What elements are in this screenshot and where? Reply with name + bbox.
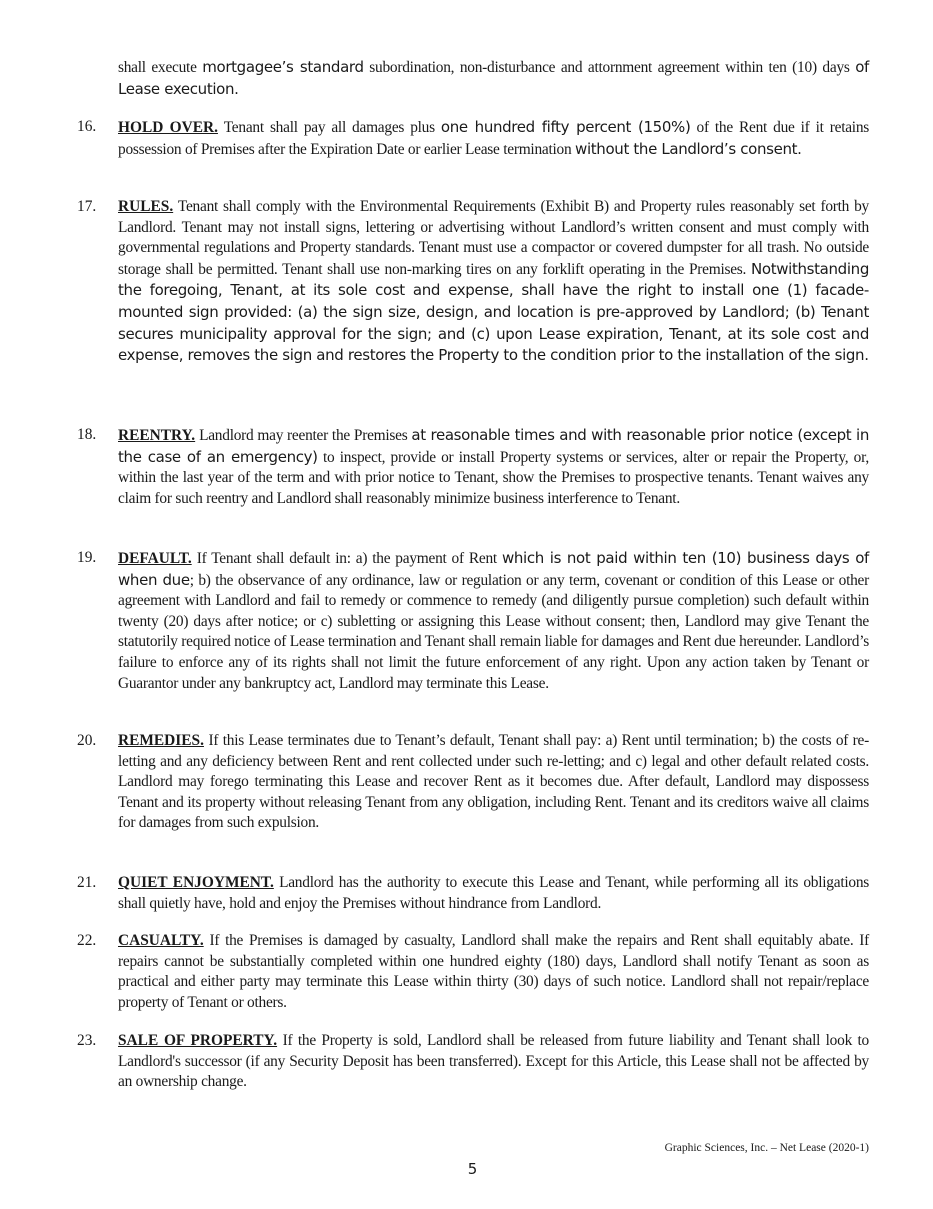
section-heading: DEFAULT.	[118, 550, 192, 567]
section-number: 22.	[77, 932, 97, 949]
text-segment: to inspect, provide or install Property systems or services, alter or repair the Property, or, within the last year of the term and with prior notice to Tenant, show the Premises to prospective tenants. Tenant waives any claim for such reentry and Landlord shall reasonably minimize business interference to Tenant.	[118, 448, 869, 507]
text-segment: Landlord has the authority to execute this Lease and Tenant, while performing all its obligations shall quietly have, hold and enjoy the Premises without hindrance from Landlord.	[118, 874, 870, 912]
section-number: 21.	[77, 874, 97, 891]
section-number: 16.	[77, 118, 97, 135]
text-segment: Tenant shall pay all damages plus	[217, 119, 441, 136]
section-heading: RULES.	[118, 198, 174, 215]
section-sale-of-property	[118, 1031, 869, 1093]
text-segment: Landlord may reenter the Premises	[195, 427, 412, 444]
section-heading: HOLD OVER.	[118, 119, 218, 136]
section-rules	[118, 197, 869, 367]
text-segment: of the Rent due if it retains possession of Premises after the Expiration Date or earlier Lease termination	[118, 119, 870, 158]
section-number: 19.	[77, 549, 97, 566]
section-number: 20.	[77, 732, 97, 749]
text-segment: mortgagee’s standard	[202, 58, 364, 76]
section-heading: CASUALTY.	[118, 932, 204, 949]
section-heading: REENTRY.	[118, 427, 196, 444]
text-segment: If the Premises is damaged by casualty, Landlord shall make the repairs and Rent shall equitably abate. If repairs cannot be substantially completed within one hundred eighty (180) days, Landlord shall notify Tenant as soon as practical and either party may terminate this Lease within thirty (30) days of such notice. Landlord shall not repair/replace property of Tenant or others.	[118, 932, 869, 1011]
footer-reference: Graphic Sciences, Inc. – Net Lease (2020-1)	[664, 1142, 869, 1154]
text-segment: at reasonable times and with reasonable prior notice (except in the case of an emergency)	[118, 426, 869, 466]
text-segment: subordination, non-disturbance and attornment agreement within ten (10) days	[363, 59, 856, 76]
section-default	[118, 548, 869, 694]
text-segment: If this Lease terminates due to Tenant’s default, Tenant shall pay: a) Rent until termination; b) the costs of re-letting and any deficiency between Rent and rent collected under such re-letting; and c) legal and other default related costs. Landlord may forego terminating this Lease and recover Rent as it becomes due. After default, Landlord may dispossess Tenant and its property without releasing Tenant from any obligation, including Rent. Tenant and its creditors waive all claims for damages from such expulsion.	[118, 732, 869, 832]
section-number: 17.	[77, 198, 97, 215]
section-number: 18.	[77, 426, 97, 443]
section-hold-over	[118, 117, 869, 160]
text-segment: If the Property is sold, Landlord shall be released from future liability and Tenant shall look to Landlord's successor (if any Security Deposit has been transferred). Except for this Article, this Lease shall not be affected by an ownership change.	[118, 1032, 870, 1091]
text-segment: shall execute	[118, 59, 203, 76]
section-heading: SALE OF PROPERTY.	[118, 1032, 278, 1049]
page-number: 5	[467, 1160, 478, 1178]
section-remedies	[118, 731, 869, 834]
text-segment: ; b) the observance of any ordinance, law or regulation or any term, covenant or condition of this Lease or other agreement with Landlord and fail to remedy or commence to remedy (and diligently pursue completion) such default within twenty (20) days after notice; or c) subletting or assigning this Lease without consent; then, Landlord may give Tenant the statutorily required notice of Lease termination and Tenant shall remain liable for damages and Rent due hereunder. Landlord’s failure to enforce any of its rights shall not limit the future enforcement of any right. Upon any action taken by Tenant or Guarantor under any bankruptcy act, Landlord may terminate this Lease.	[118, 571, 869, 692]
text-segment: If Tenant shall default in: a) the payment of Rent	[191, 550, 502, 567]
text-segment: one hundred fifty percent (150%)	[440, 118, 691, 136]
section-heading: REMEDIES.	[118, 732, 204, 749]
section-number: 23.	[77, 1032, 97, 1049]
section-casualty	[118, 931, 869, 1013]
text-segment: Notwithstanding the foregoing, Tenant, at its sole cost and expense, shall have the right to install one (1) facade-mounted sign provided: (a) the sign size, design, and location is pre-approved by Landlord; (b) Tenant secures municipality approval for the sign; and (c) upon Lease expiration, Tenant, at its sole cost and expense, removes the sign and restores the Property to the condition prior to the installation of the sign.	[118, 259, 869, 365]
text-segment: which is not paid within ten (10) business days of when due	[118, 549, 869, 589]
section-heading: QUIET ENJOYMENT.	[118, 874, 274, 891]
text-segment: Tenant shall comply with the Environmental Requirements (Exhibit B) and Property rules reasonably set forth by Landlord. Tenant may not install signs, lettering or advertising without Landlord’s written consent and must comply with governmental regulations and Property standards. Tenant must use a compactor or covered dumpster for all trash. No outside storage shall be permitted. Tenant shall use non-marking tires on any forklift operating in the Premises.	[118, 198, 869, 278]
section-quiet-enjoyment	[118, 873, 869, 914]
section-reentry	[118, 425, 869, 509]
continuation-paragraph	[118, 57, 869, 100]
text-segment: without the Landlord’s consent.	[575, 139, 802, 158]
text-segment: of Lease execution.	[118, 58, 869, 98]
